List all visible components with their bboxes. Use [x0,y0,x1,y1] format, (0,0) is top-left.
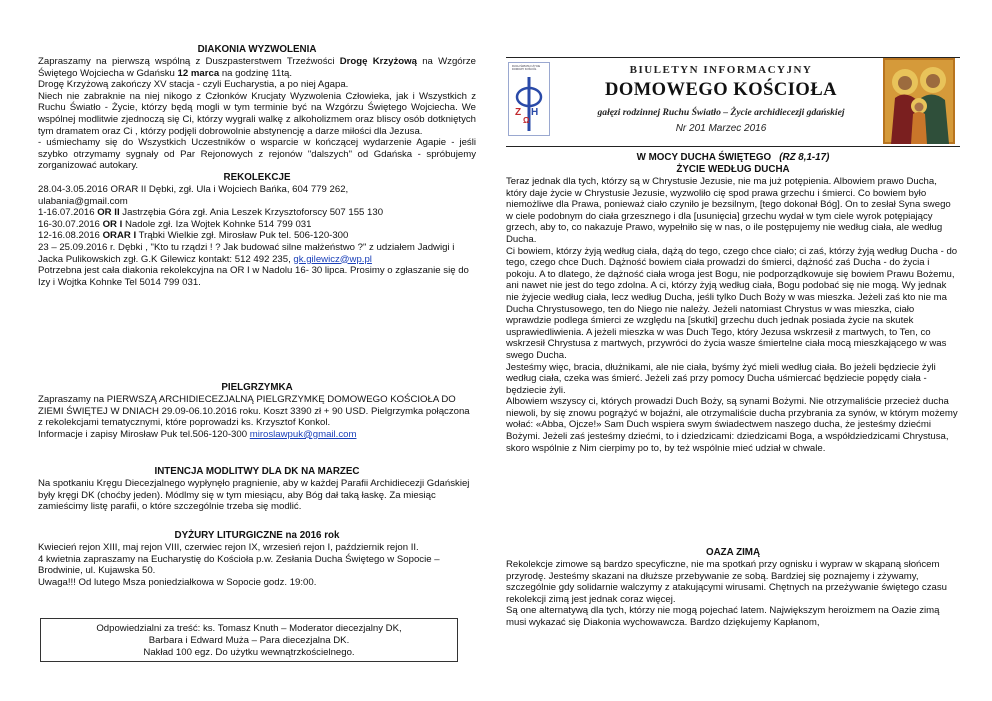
scripture-paragraph: Albowiem wszyscy ci, których prowadzi Duch Boży, są synami Bożymi. Nie otrzymaliście przecież ducha niewoli, by się znowu pogrążyć w bojaźni, ale otrzymaliście ducha przybrania za synów, w którym możemy wołać: «Abba, Ojcze!» Sam Duch wspiera swym świadectwem naszego ducha, że jesteśmy dziećmi Bożymi. Jeżeli zaś jesteśmy dziećmi, to i dziedzicami: dziedzicami Boga, a współdziedzicami Chrystusa, skoro wspólnie z Nim cierpimy po to, by też wspólnie mieć udział w chwale. [506,396,958,454]
moc-ducha-section [506,152,960,454]
logo-caption: RUCH ŚWIATŁO ŻYCIE DOMOWY KOŚCIÓŁ [512,65,541,72]
diakonia-paragraph: - uśmiechamy się do Wszystkich Uczestników o wsparcie w kończącej wydarzenie Agapie - jeśli szybko otrzymamy sygnały od Par Rejonowych z rejonów "dalszych" od Gdańska - spróbujemy zorganizować autokary. [38,137,476,172]
masthead [506,50,960,145]
svg-text:Z: Z [515,107,522,118]
editorial-footer [40,618,458,662]
masthead-bottom-rule [506,146,960,147]
rekolekcje-line: 12-16.08.2016 ORAR I Trąbki Wielkie zgł. Mirosław Puk tel. 506-120-300 [38,230,349,242]
scripture-paragraph: Teraz jednak dla tych, którzy są w Chrystusie Jezusie, nie ma już potępienia. Albowiem prawo Ducha, który daje życie w Chrystusie Jezusie, wyzwoliło cię spod prawa grzechu i śmierci. Co bowiem było niemożliwe dla Prawa, ponieważ ciało czyniło je bezsilnym, [tego dokonał Bóg]. On to zesłał Syna swego w ciele podobnym do ciała grzesznego i dla [usunięcia] grzechu wydał w tym ciele wyrok potępiający grzech, aby to, co nakazuje Prawo, wypełniło się w nas, o ile postępujemy nie według ciała, ale według Ducha. [506,176,951,245]
intencja-heading: INTENCJA MODLITWY DLA DK NA MARZEC [154,466,360,477]
svg-text:Ω: Ω [523,116,530,125]
scripture-paragraph: Jesteśmy więc, bracia, dłużnikami, ale nie ciała, byśmy żyć mieli według ciała. Bo jeżeli będziecie żyli według ciała, czeka was śmierć. Jeżeli zaś przy pomocy Ducha uśmiercać będziecie popędy ciała - będziecie żyli. [506,361,936,396]
footer-line: Nakład 100 egz. Do użytku wewnątrzkościelnego. [143,647,355,658]
pielgrzymka-heading: PIELGRZYMKA [221,382,293,393]
diakonia-section [38,44,476,288]
holy-family-icon [883,58,955,144]
svg-text:H: H [531,107,539,118]
publication-subtitle: gałęzi rodzinnej Ruchu Światło – Życie archidiecezji gdańskiej [597,107,845,118]
pielgrzymka-paragraph: Zapraszamy na PIERWSZĄ ARCHIDIECEZJALNĄ PIELGRZYMKĘ DOMOWEGO KOŚCIOŁA DO ZIEMI ŚWIĘTEJ W DNIACH 29.09-06.10.2016 roku. Koszt 3390 zł + 90 USD. Pielgrzymka połączona z rekolekcjami tematycznymi, które poprowadzi ks. Krzysztof Konkol. [38,394,470,429]
diakonia-heading: DIAKONIA WYZWOLENIA [197,44,317,55]
intencja-section [38,466,476,513]
rekolekcje-email: ulabania@gmail.com [38,195,128,207]
diakonia-paragraph: Drogę Krzyżową zakończy XV stacja - czyli Eucharystia, a po niej Agapa. [38,79,349,91]
footer-line: Odpowiedzialni za treść: ks. Tomasz Knuth – Moderator diecezjalny DK, [96,623,402,634]
pielgrzymka-contact: Informacje i zapisy Mirosław Puk tel.506-120-300 miroslawpuk@gmail.com [38,428,357,440]
dyzury-paragraph: 4 kwietnia zapraszamy na Eucharystię do Kościoła p.w. Zesłania Ducha Świętego w Sopocie – Brodwinie, ul. Kujawska 50. [38,553,440,577]
rekolekcje-heading: REKOLEKCJE [223,171,291,183]
footer-line: Barbara i Edward Muża – Para diecezjalna DK. [148,635,350,646]
dyzury-heading: DYŻURY LITURGICZNE na 2016 rok [174,530,340,541]
moc-ducha-subheading: ŻYCIE WEDŁUG DUCHA [676,164,790,175]
rekolekcje-line: Potrzebna jest cała diakonia rekolekcyjna na OR I w Nadolu 16- 30 lipca. Prosimy o zgłaszanie się do Izy i Wojtka Kohnke Tel 5014 799 031. [38,265,469,288]
rekolekcje-line: 28.04-3.05.2016 ORAR II Dębki, zgł. Ula i Wojciech Bańka, 604 779 262, [38,183,349,195]
phos-zoe-icon [509,63,549,135]
oaza-paragraph: Są one alternatywą dla tych, którzy nie mogą pojechać latem. Największym heroizmem na Oazie zimą musi wykazać się Diakonia wychowawcza. Bardzo dziękujemy Kapłanom, [506,605,940,628]
oaza-heading: OAZA ZIMĄ [705,547,761,558]
bulletin-label: BIULETYN INFORMACYJNY [629,64,813,76]
movement-logo [508,62,550,136]
publication-title: DOMOWEGO KOŚCIOŁA [604,80,838,100]
rekolekcje-line: 23 – 25.09.2016 r. Dębki , "Kto tu rządzi ! ? Jak budować silne małżeństwo ?" z udziałem Jadwigi i Jacka Pulikowskich zgł. G.K Gilewicz kontakt: 512 492 235, gk.gilewicz@wp.pl [38,241,455,265]
rekolekcje-line: 16-30.07.2016 OR I Nadole zgł. Iza Wojtek Kohnke 514 799 031 [38,218,312,230]
pielgrzymka-section [38,382,476,440]
dyzury-section [38,530,476,588]
issue-number: Nr 201 Marzec 2016 [675,123,767,134]
intencja-paragraph: Na spotkaniu Kręgu Diecezjalnego wypłynęło pragnienie, aby w każdej Parafii Archidiecezji Gdańskiej były kręgi DK (choćby jeden). Módlmy się w tym miesiącu, aby Bóg dał taką łaskę. Za miesiąc zamieścimy listę parafii, o które szczególnie trzeba się modlić. [38,478,470,513]
diakonia-paragraph: Zapraszamy na pierwszą wspólną z Duszpasterstwem Trzeźwości Drogę Krzyżową na Wzgórze Świętego Wojciecha w Gdańsku 12 marca na godzinę 11tą. [38,56,476,79]
oaza-paragraph: Rekolekcje zimowe są bardzo specyficzne, nie ma spotkań przy ognisku i wypraw w skąpaną słońcem przyrodę. Jesteśmy skazani na dłuższe przebywanie ze sobą. Bardziej się poznajemy i zżywamy, szczególnie gdy solidarnie walczymy z atakującymi wirusami. Chętnych na przeżywanie świętego czasu rekolekcji zimą jest jednak coraz więcej. [506,559,947,605]
dyzury-paragraph: Uwaga!!! Od lutego Msza poniedziałkowa w Sopocie godz. 19:00. [38,576,317,588]
puk-email-link[interactable]: miroslawpuk@gmail.com [249,428,357,440]
moc-ducha-heading: W MOCY DUCHA ŚWIĘTEGO (RZ 8,1-17) [636,152,830,163]
oaza-section [506,547,960,629]
diakonia-paragraph: Niech nie zabraknie na niej nikogo z Członków Krucjaty Wyzwolenia Człowieka, jak i Wszystkich z Ruchu Światło - Życie, którzy będą mogli w tym terminie być na Wzgórzu Świętego Wojciecha. We wspólnej modlitwie zjednoczą się Ci, którzy wygrali walkę z alkoholizmem oraz bliscy osób dotkniętych tym dramatem oraz Ci , którzy podjęli dobrowolnie abstynencję a darze miłości dla Jezusa. [38,90,476,137]
gilewicz-email-link[interactable]: gk.gilewicz@wp.pl [293,253,372,265]
dyzury-paragraph: Kwiecień rejon XIII, maj rejon VIII, czerwiec rejon IX, wrzesień rejon I, październik rejon II. [38,542,419,553]
scripture-paragraph: Ci bowiem, którzy żyją według ciała, dążą do tego, czego chce ciało; ci zaś, którzy żyją według Ducha - do tego, czego chce Duch. Dążność bowiem ciała prowadzi do śmierci, dążność zaś Ducha - do życia i pokoju. A to dlatego, że dążność ciała wroga jest Bogu, nie podporządkowuje się bowiem Prawu Bożemu, ani nawet nie jest do tego zdolna. A ci, którzy żyją według ciała, Bogu podobać się nie mogą. Wy jednak nie żyjecie według ciała, lecz według Ducha, jeśli tylko Duch Boży w was mieszka. Jeżeli zaś kto nie ma Ducha Chrystusowego, ten do Niego nie należy. Jeżeli natomiast Chrystus w was mieszka, ciało wprawdzie podlega śmierci ze względu na [skutki] grzechu duch jednak posiada życie na skutek usprawiedliwienia. A jeżeli mieszka w was Duch Tego, który Jezusa wskrzesił z martwych, to Ten, co wskrzesił Chrystusa z martwych, przywróci do życia wasze śmiertelne ciała mocą mieszkającego w was swego Ducha. [506,245,958,361]
rekolekcje-line: 1-16.07.2016 OR II Jastrzębia Góra zgł. Ania Leszek Krzysztoforscy 507 155 130 [38,207,384,219]
